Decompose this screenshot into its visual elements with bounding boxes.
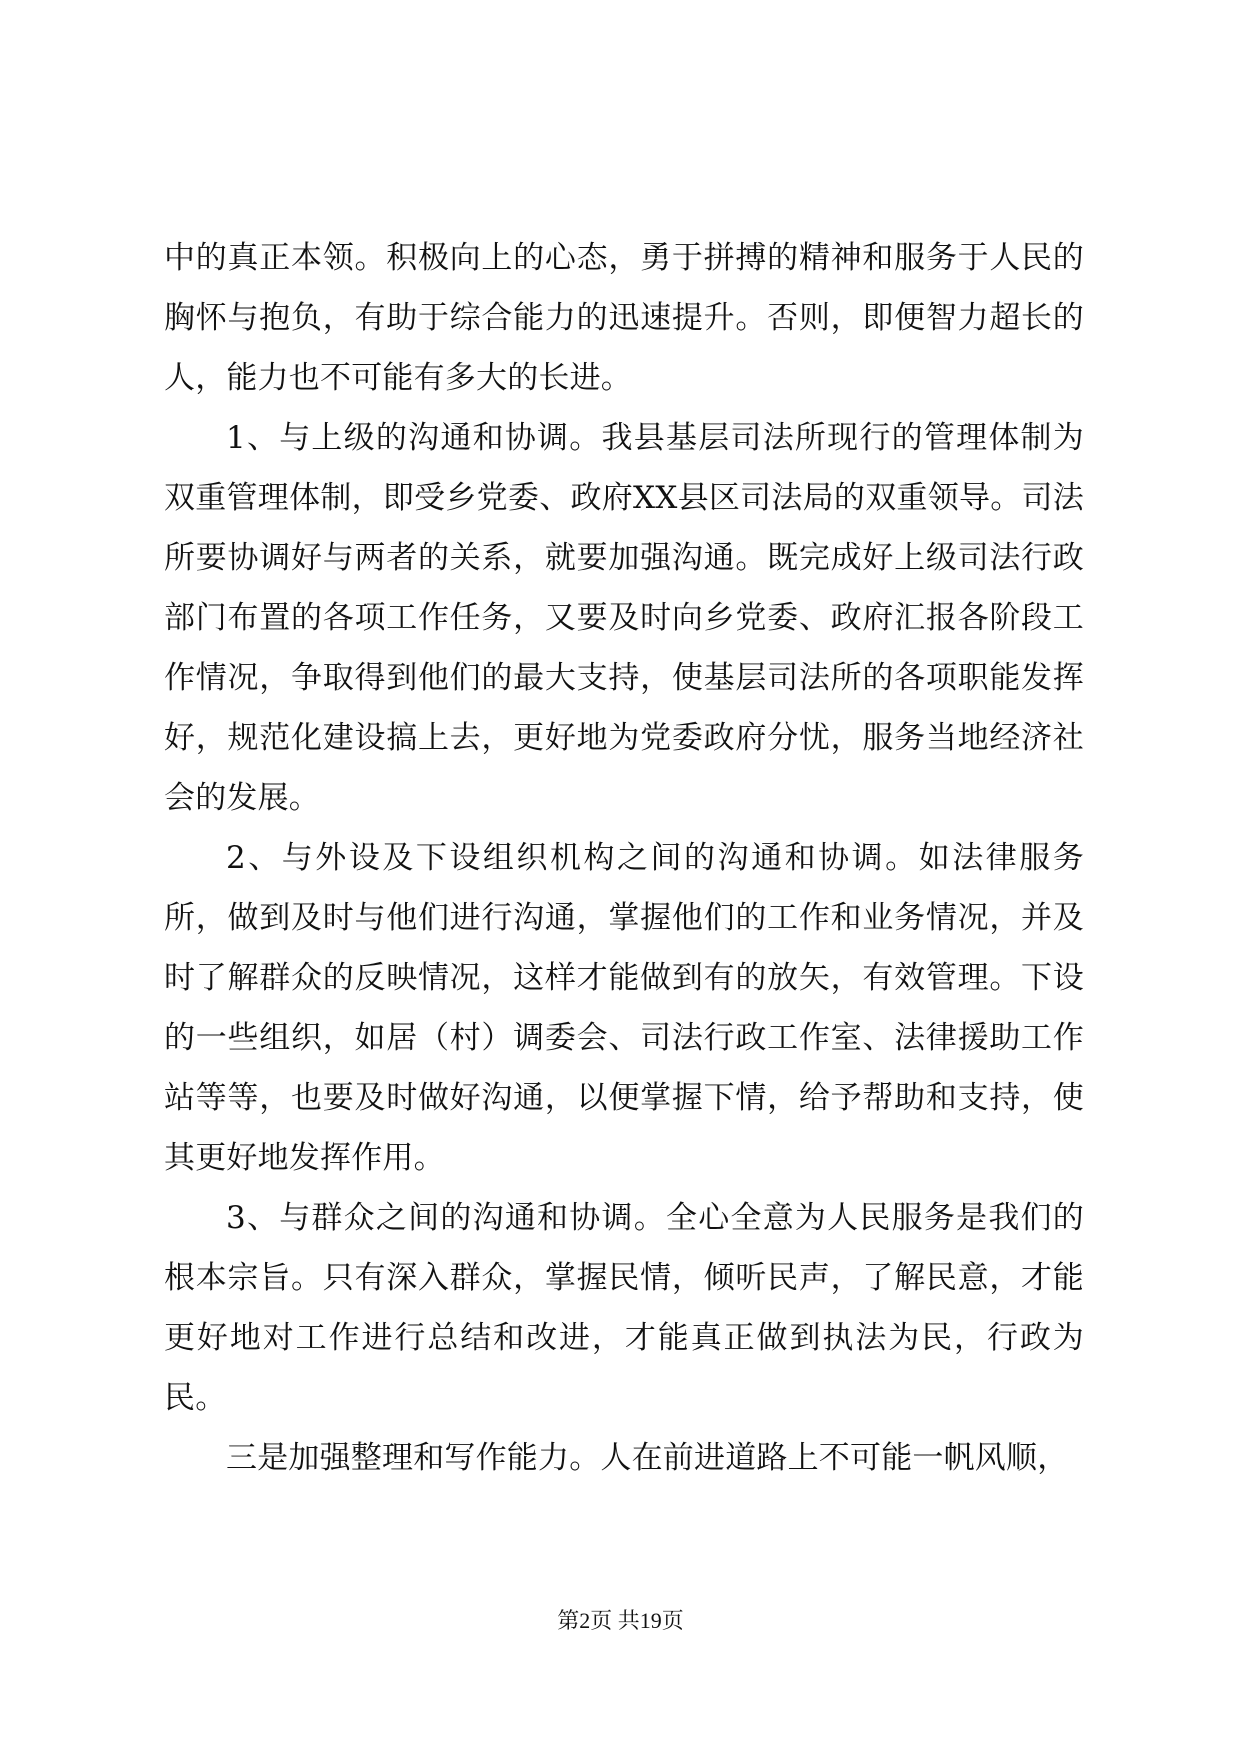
document-body xyxy=(164,228,1084,1488)
paragraph-writing-ability: 三是加强整理和写作能力。人在前进道路上不可能一帆风顺， xyxy=(226,1440,1069,1476)
page-footer: 第2页 共19页 xyxy=(557,1608,684,1633)
paragraph-superior-communication: 1、与上级的沟通和协调。我县基层司法所现行的管理体制为双重管理体制，即受乡党委、政府XX县区司法局的双重领导。司法所要协调好与两者的关系，就要加强沟通。既完成好上级司法行政部门布置的各项工作任务，又要及时向乡党委、政府汇报各阶段工作情况，争取得到他们的最大支持，使基层司法所的各项职能发挥好，规范化建设搞上去，更好地为党委政府分忧，服务当地经济社会的发展。 xyxy=(164,420,1084,816)
paragraph-continuation: 中的真正本领。积极向上的心态，勇于拼搏的精神和服务于人民的胸怀与抱负，有助于综合能力的迅速提升。否则，即便智力超长的人，能力也不可能有多大的长进。 xyxy=(164,240,1084,396)
paragraph-organization-communication: 2、与外设及下设组织机构之间的沟通和协调。如法律服务所，做到及时与他们进行沟通，掌握他们的工作和业务情况，并及时了解群众的反映情况，这样才能做到有的放矢，有效管理。下设的一些组织，如居（村）调委会、司法行政工作室、法律援助工作站等等，也要及时做好沟通，以便掌握下情，给予帮助和支持，使其更好地发挥作用。 xyxy=(164,840,1084,1176)
paragraph-public-communication: 3、与群众之间的沟通和协调。全心全意为人民服务是我们的根本宗旨。只有深入群众，掌握民情，倾听民声，了解民意，才能更好地对工作进行总结和改进，才能真正做到执法为民，行政为民。 xyxy=(164,1200,1084,1416)
